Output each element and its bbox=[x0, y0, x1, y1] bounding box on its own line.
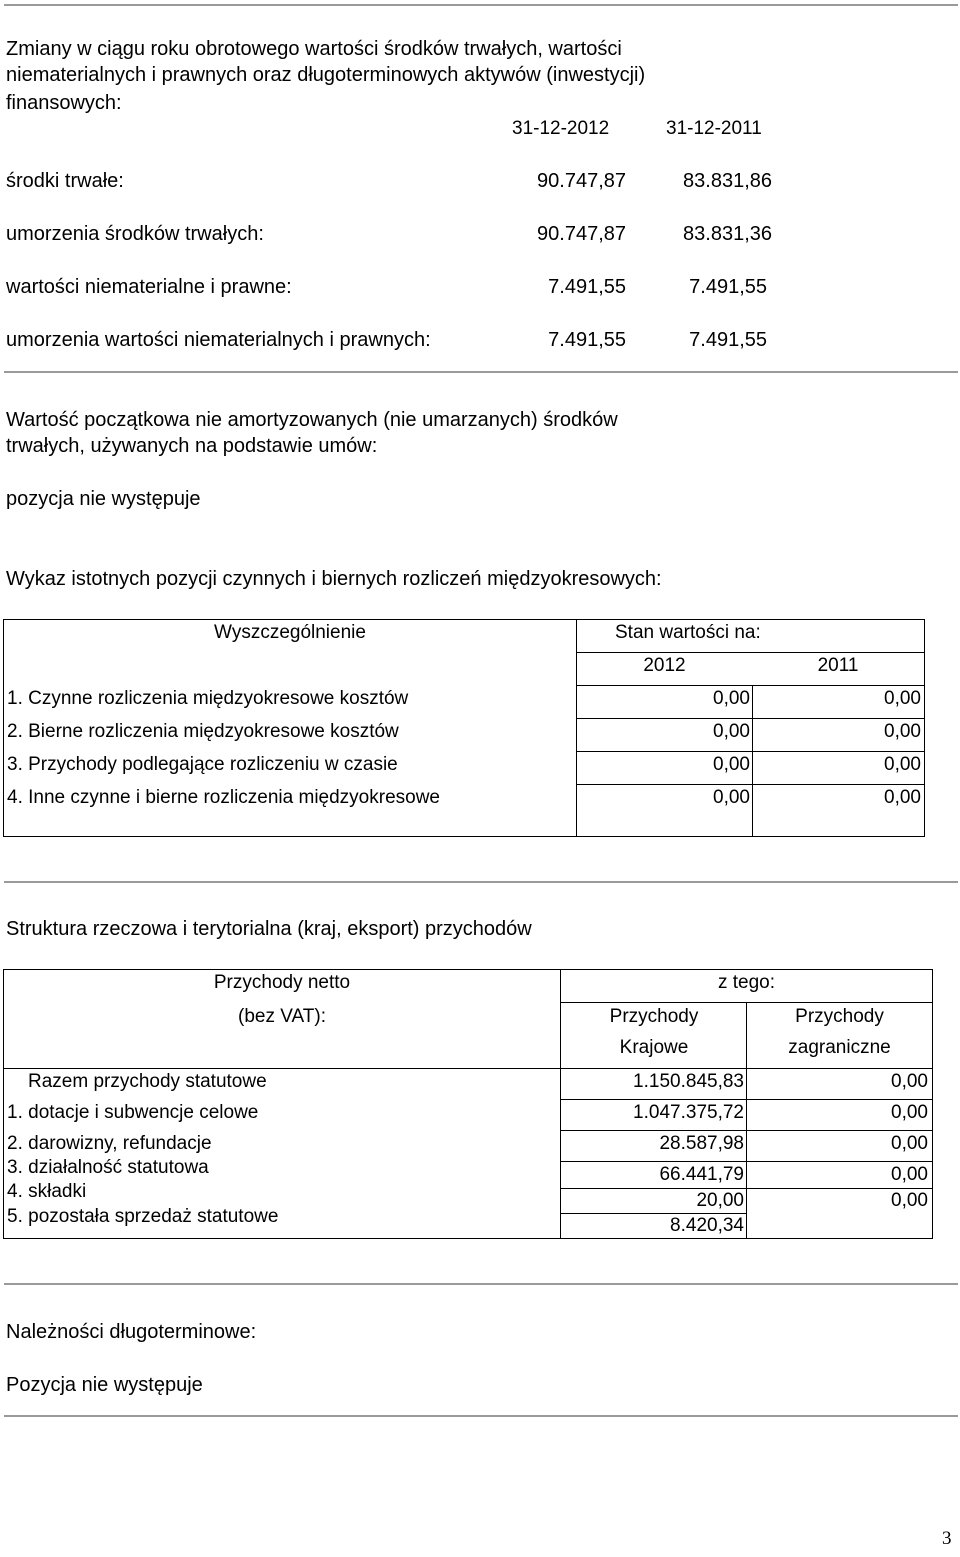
revenue-divider bbox=[560, 1213, 746, 1214]
row-value-2011: 83.831,86 bbox=[683, 170, 772, 192]
section-divider bbox=[4, 1415, 958, 1417]
revenue-row-domestic: 66.441,79 bbox=[659, 1164, 744, 1185]
accruals-divider bbox=[576, 784, 924, 785]
row-label: wartości niematerialne i prawne: bbox=[6, 276, 292, 298]
revenue-row-foreign: 0,00 bbox=[891, 1102, 928, 1123]
revenue-row-domestic: 8.420,34 bbox=[670, 1215, 744, 1236]
section5-title: Należności długoterminowe: bbox=[6, 1321, 257, 1343]
section-divider bbox=[4, 1283, 958, 1285]
section2-title-line1: Wartość początkowa nie amortyzowanych (nie umarzanych) środków bbox=[6, 409, 618, 431]
revenue-header-net: Przychody netto bbox=[213, 972, 351, 993]
revenue-row-foreign: 0,00 bbox=[891, 1164, 928, 1185]
revenue-row-label: 3. działalność statutowa bbox=[7, 1157, 209, 1178]
revenue-row-domestic: 1.150.845,83 bbox=[633, 1071, 744, 1092]
revenue-row-domestic: 28.587,98 bbox=[659, 1133, 744, 1154]
revenue-header-net-vat: (bez VAT): bbox=[238, 1006, 326, 1027]
revenue-row-label: 2. darowizny, refundacje bbox=[7, 1133, 212, 1154]
row-value-2012: 90.747,87 bbox=[537, 223, 626, 245]
revenue-row-label: Razem przychody statutowe bbox=[28, 1071, 267, 1092]
section1-title-line3: finansowych: bbox=[6, 92, 122, 114]
accruals-row-value1: 0,00 bbox=[713, 688, 750, 709]
accruals-row-label: 4. Inne czynne i bierne rozliczenia międzyokresowe bbox=[7, 787, 440, 808]
col-header-2011: 31-12-2011 bbox=[666, 118, 762, 139]
accruals-row-value2: 0,00 bbox=[884, 721, 921, 742]
revenue-row-foreign: 0,00 bbox=[891, 1071, 928, 1092]
section5-note: Pozycja nie występuje bbox=[6, 1374, 203, 1396]
row-value-2012: 7.491,55 bbox=[548, 329, 626, 351]
accruals-divider bbox=[576, 718, 924, 719]
section1-title-line1: Zmiany w ciągu roku obrotowego wartości środków trwałych, wartości bbox=[6, 38, 622, 60]
accruals-row-label: 1. Czynne rozliczenia międzyokresowe kosztów bbox=[7, 688, 409, 709]
revenue-header-of: z tego: bbox=[717, 972, 776, 993]
top-divider bbox=[4, 4, 958, 6]
accruals-header-year2: 2011 bbox=[817, 655, 859, 676]
revenue-header-domestic-2: Krajowe bbox=[619, 1037, 689, 1058]
page-number: 3 bbox=[942, 1528, 952, 1549]
accruals-divider bbox=[576, 685, 924, 686]
accruals-divider bbox=[576, 652, 924, 653]
revenue-row-foreign: 0,00 bbox=[891, 1133, 928, 1154]
accruals-row-value1: 0,00 bbox=[713, 754, 750, 775]
row-label: środki trwałe: bbox=[6, 170, 124, 192]
row-value-2011: 83.831,36 bbox=[683, 223, 772, 245]
revenue-header-domestic: Przychody bbox=[609, 1006, 699, 1027]
accruals-row-label: 3. Przychody podlegające rozliczeniu w czasie bbox=[7, 754, 398, 775]
revenue-row-foreign: 0,00 bbox=[891, 1190, 928, 1211]
revenue-row-domestic: 1.047.375,72 bbox=[633, 1102, 744, 1123]
section-divider bbox=[4, 371, 958, 373]
section2-title-line2: trwałych, używanych na podstawie umów: bbox=[6, 435, 378, 457]
row-value-2012: 7.491,55 bbox=[548, 276, 626, 298]
accruals-header-spec: Wyszczególnienie bbox=[214, 622, 366, 643]
row-label: umorzenia środków trwałych: bbox=[6, 223, 264, 245]
accruals-header-year1: 2012 bbox=[643, 655, 686, 676]
row-value-2011: 7.491,55 bbox=[689, 276, 767, 298]
accruals-header-state: Stan wartości na: bbox=[615, 622, 761, 643]
col-header-2012: 31-12-2012 bbox=[512, 118, 610, 139]
revenue-divider bbox=[560, 1099, 932, 1100]
revenue-divider bbox=[560, 1130, 932, 1131]
revenue-divider bbox=[560, 1002, 932, 1003]
accruals-row-value2: 0,00 bbox=[884, 754, 921, 775]
section3-title: Wykaz istotnych pozycji czynnych i biernych rozliczeń międzyokresowych: bbox=[6, 568, 662, 590]
accruals-divider bbox=[576, 751, 924, 752]
revenue-row-label: 5. pozostała sprzedaż statutowe bbox=[7, 1206, 279, 1227]
revenue-divider bbox=[3, 1068, 932, 1069]
accruals-row-label: 2. Bierne rozliczenia międzyokresowe kosztów bbox=[7, 721, 399, 742]
accruals-row-value2: 0,00 bbox=[884, 787, 921, 808]
revenue-header-foreign: Przychody bbox=[795, 1006, 884, 1027]
revenue-row-label: 4. składki bbox=[7, 1181, 87, 1202]
revenue-divider bbox=[560, 1161, 932, 1162]
revenue-divider bbox=[560, 1188, 932, 1189]
section-divider bbox=[4, 881, 958, 883]
row-value-2011: 7.491,55 bbox=[689, 329, 767, 351]
accruals-row-value1: 0,00 bbox=[713, 721, 750, 742]
accruals-row-value1: 0,00 bbox=[713, 787, 750, 808]
revenue-row-label: 1. dotacje i subwencje celowe bbox=[7, 1102, 259, 1123]
section1-title-line2: niematerialnych i prawnych oraz długoterminowych aktywów (inwestycji) bbox=[6, 64, 646, 86]
revenue-row-domestic: 20,00 bbox=[696, 1190, 744, 1211]
section2-note: pozycja nie występuje bbox=[6, 488, 201, 510]
row-label: umorzenia wartości niematerialnych i prawnych: bbox=[6, 329, 431, 351]
accruals-row-value2: 0,00 bbox=[884, 688, 921, 709]
row-value-2012: 90.747,87 bbox=[537, 170, 626, 192]
section4-title: Struktura rzeczowa i terytorialna (kraj, eksport) przychodów bbox=[6, 918, 532, 940]
revenue-header-foreign-2: zagraniczne bbox=[788, 1037, 891, 1058]
